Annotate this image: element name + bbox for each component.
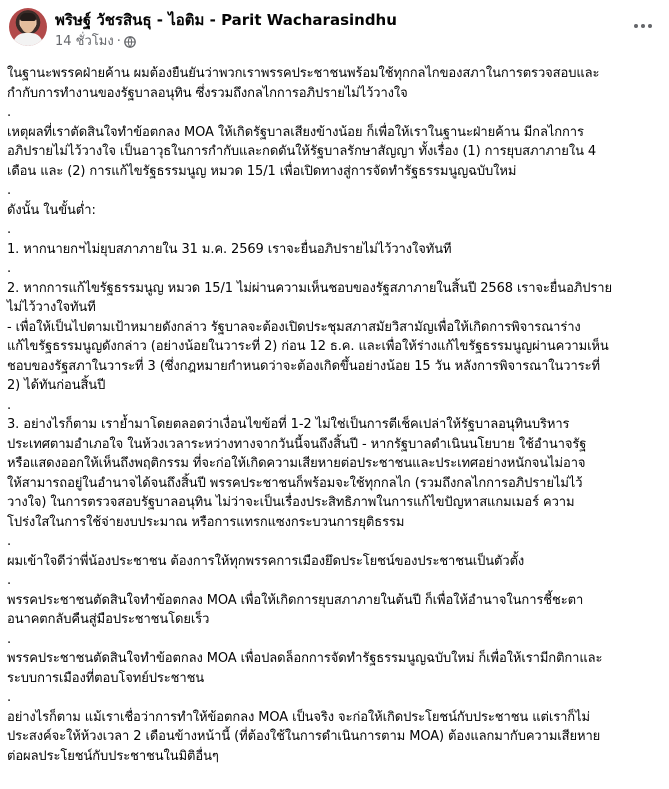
- post-meta: [55, 33, 136, 54]
- post-paragraph-therefore: . ดังนั้น ในขั้นต่ำ:: [7, 183, 96, 218]
- ellipsis-icon-dot: [648, 24, 652, 28]
- author-name[interactable]: พริษฐ์ วัชรสินธุ - ไอติม - Parit Wacharasindhu: [55, 11, 397, 29]
- post-paragraph-intro: ในฐานะพรรคฝ่ายค้าน ผมต้องยืนยันว่าพวกเราพรรคประชาชนพร้อมใช้ทุกกลไกของสภาในการตรวจสอบและ กำกับการทำงานของรัฐบาลอนุทิน ซึ่งรวมถึงกลไกการอภิปรายไม่ไว้วางใจ: [7, 66, 600, 101]
- avatar[interactable]: [9, 8, 47, 46]
- post-paragraph-point-2: . 2. หากการแก้ไขรัฐธรรมนูญ หมวด 15/1 ไม่ผ่านความเห็นชอบของรัฐสภาภายในสิ้นปี 2568 เราจะยื่นอภิปราย ไม่ไว้วางใจทันที - เพื่อให้เป็นไปตามเป้าหมายดังกล่าว รัฐบาลจะต้องเปิดประชุมสภาสมัยวิสามัญเพื่อให้เกิดการพิจารณาร่าง แก้ไขรัฐธรรมนูญดังกล่าว (อย่างน้อยในวาระที่ 2) ก่อน 12 ธ.ค. และเพื่อให้ร่างแก้ไขรัฐธรรมนูญผ่านความเห็น ชอบของรัฐสภาในวาระที่ 3 (ซึ่งกฎหมายกำหนดว่าจะต้องเกิดขึ้นอย่างน้อย 15 วัน หลังการพิจารณาในวาระที่ 2) ได้ทันก่อนสิ้นปี: [7, 261, 613, 393]
- post-paragraph-moa-dissolve: . พรรคประชาชนตัดสินใจทำข้อตกลง MOA เพื่อให้เกิดการยุบสภาภายในต้นปี ก็เพื่อให้อำนาจในการชี้ชะตา อนาคตกลับคืนสู่มือประชาชนโดยเร็ว: [7, 573, 584, 627]
- post-paragraph-point-1: . 1. หากนายกฯไม่ยุบสภาภายใน 31 ม.ค. 2569 เราจะยื่นอภิปรายไม่ไว้วางใจทันที: [7, 222, 452, 257]
- globe-icon[interactable]: [124, 36, 136, 54]
- post-paragraph-understand: . ผมเข้าใจดีว่าพี่น้องประชาชน ต้องการให้ทุกพรรคการเมืองยึดประโยชน์ของประชาชนเป็นตัวตั้ง: [7, 534, 525, 569]
- post-header: [0, 0, 669, 58]
- post-paragraph-point-3: . 3. อย่างไรก็ตาม เราย้ำมาโดยตลอดว่าเงื่อนไขข้อที่ 1-2 ไม่ใช่เป็นการตีเช็คเปล่าให้รัฐบาลอนุทินบริหาร ประเทศตามอำเภอใจ ในห้วงเวลาระหว่างทางจากวันนี้จนถึงสิ้นปี - หากรัฐบาลดำเนินนโยบาย ใช้อำนาจรัฐ หรือแสดงออกให้เห็นถึงพฤติกรรม ที่จะก่อให้เกิดความเสียหายต่อประชาชนและประเทศอย่างหนักจนไม่อาจ ให้สามารถอยู่ในอำนาจได้จนถึงสิ้นปี พรรคประชาชนก็พร้อมจะใช้ทุกกลไก (รวมถึงกลไกการอภิปรายไม่ไว้ วางใจ) ในการตรวจสอบรัฐบาลอนุทิน ไม่ว่าจะเป็นเรื่องประสิทธิภาพในการแก้ไขปัญหาสแกมเมอร์ ความ โปร่งใสในการใช้จ่ายงบประมาณ หรือการแทรกแซงกระบวนการยุติธรรม: [7, 397, 587, 530]
- post-paragraph-reason: . เหตุผลที่เราตัดสินใจทำข้อตกลง MOA ให้เกิดรัฐบาลเสียงข้างน้อย ก็เพื่อให้เราในฐานะฝ่ายค้าน มีกลไกการ อภิปรายไม่ไว้วางใจ เป็นอาวุธในการกำกับและกดดันให้รัฐบาลรักษาสัญญา ทั้งเรื่อง (1) การยุบสภาภายใน 4 เดือน และ (2) การแก้ไขรัฐธรรมนูญ หมวด 15/1 เพื่อเปิดทางสู่การจัดทำรัฐธรรมนูญฉบับใหม่: [7, 105, 597, 179]
- ellipsis-icon-dot: [641, 24, 645, 28]
- more-options-button[interactable]: [625, 8, 661, 44]
- post-body: [7, 64, 663, 766]
- post-timestamp[interactable]: 14 ชั่วโมง: [55, 34, 114, 49]
- avatar-hair: [20, 13, 36, 21]
- post-paragraph-moa-constitution: . พรรคประชาชนตัดสินใจทำข้อตกลง MOA เพื่อปลดล็อกการจัดทำรัฐธรรมนูญฉบับใหม่ ก็เพื่อให้เรามีกติกาและ ระบบการเมืองที่ตอบโจทย์ประชาชน: [7, 631, 603, 686]
- meta-separator: ·: [116, 34, 121, 49]
- post-paragraph-however: . อย่างไรก็ตาม แม้เราเชื่อว่าการทำให้ข้อตกลง MOA เป็นจริง จะก่อให้เกิดประโยชน์กับประชาชน แต่เราก็ไม่ ประสงค์จะให้ห้วงเวลา 2 เดือนข้างหน้านี้ (ที่ต้องใช้ในการดำเนินการตาม MOA) ต้องแลกมากับความเสียหาย ต่อผลประโยชน์กับประชาชนในมิติอื่นๆ: [7, 690, 601, 764]
- ellipsis-icon-dot: [634, 24, 638, 28]
- avatar-shirt: [13, 33, 43, 46]
